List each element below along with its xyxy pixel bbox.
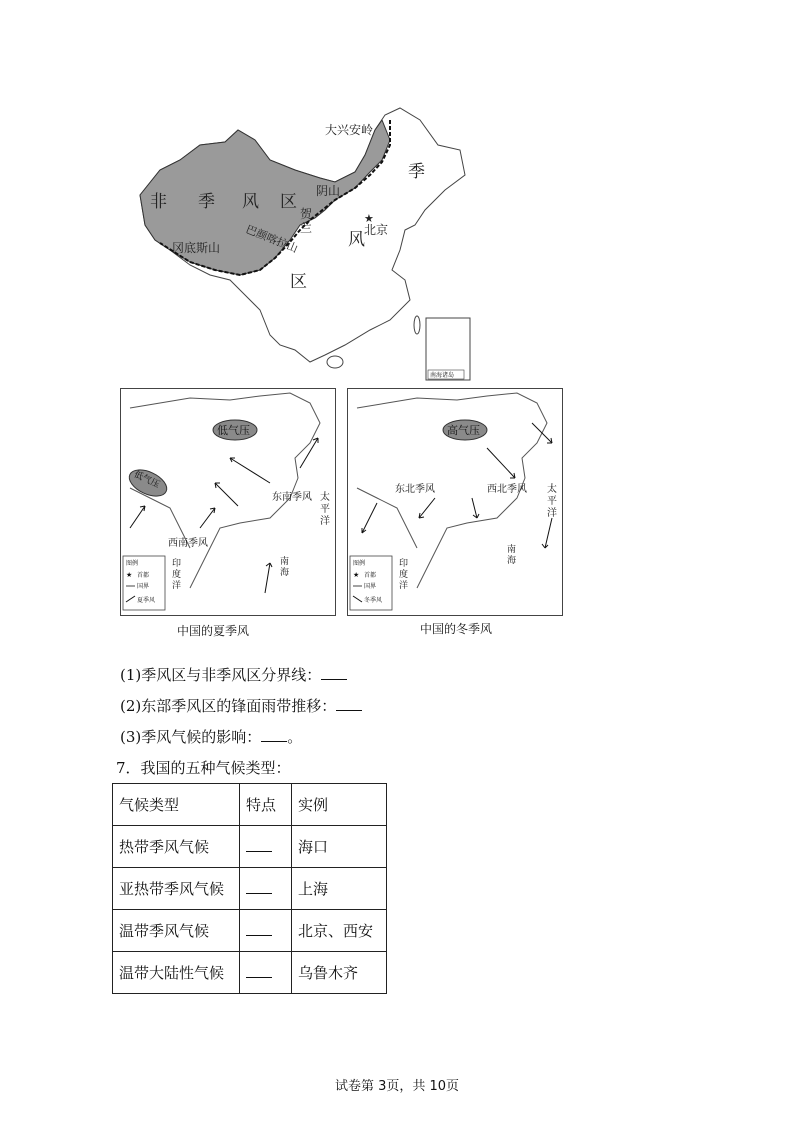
south-sea-inset-label: 南海诸岛 — [430, 372, 455, 379]
climate-type-cell: 温带季风气候 — [113, 910, 240, 952]
winter-northwest-monsoon-label: 西北季风 — [487, 484, 527, 495]
feature-cell — [240, 868, 292, 910]
question-7: 7．我国的五种气候类型： — [116, 759, 291, 777]
feature-cell — [240, 826, 292, 868]
hainan-island — [327, 356, 343, 368]
question-3 — [120, 727, 302, 747]
summer-indian-3: 洋 — [172, 581, 182, 591]
question-2 — [120, 696, 362, 716]
feature-blank-1[interactable] — [246, 837, 272, 852]
winter-indian-2: 度 — [399, 570, 409, 580]
winter-legend-title: 图例 — [353, 560, 366, 567]
label-nonmonsoon-4: 区 — [280, 192, 297, 212]
feature-blank-4[interactable] — [246, 963, 272, 978]
winter-legend-capital: 首都 — [364, 572, 377, 579]
label-gangdisi: 冈底斯山 — [172, 241, 221, 255]
page-footer: 试卷第 3页，共 10页 — [334, 1079, 460, 1094]
question-1 — [120, 665, 347, 685]
summer-map-caption: 中国的夏季风 — [177, 624, 250, 638]
winter-indian-3: 洋 — [399, 581, 409, 591]
capital-star-icon: ★ — [364, 212, 374, 225]
winter-south-sea-2: 海 — [507, 556, 517, 566]
climate-table — [112, 783, 387, 994]
winter-pacific-3: 洋 — [547, 508, 557, 519]
winter-high-pressure-label: 高气压 — [447, 424, 480, 437]
example-cell: 上海 — [292, 868, 387, 910]
summer-low-pressure-1-label: 低气压 — [217, 424, 250, 437]
label-monsoon-3: 区 — [290, 272, 307, 292]
table-row — [113, 826, 387, 868]
label-helan-1: 贺 — [300, 207, 313, 221]
summer-southeast-monsoon-label: 东南季风 — [272, 492, 312, 503]
question-3-end: 。 — [287, 728, 303, 746]
summer-monsoon-map — [120, 388, 336, 616]
label-nonmonsoon-2: 季 — [198, 192, 215, 212]
summer-indian-2: 度 — [172, 570, 182, 580]
summer-indian-1: 印 — [172, 559, 182, 569]
summer-south-sea-2: 海 — [280, 568, 290, 578]
table-row — [113, 868, 387, 910]
winter-monsoon-map — [347, 388, 563, 616]
summer-pacific-1: 太 — [320, 492, 330, 503]
example-cell: 海口 — [292, 826, 387, 868]
label-beijing: 北京 — [364, 223, 389, 237]
answer-blank-2[interactable] — [336, 696, 362, 711]
summer-legend-star-icon: ★ — [126, 571, 133, 579]
summer-legend-border: 国界 — [137, 583, 150, 590]
label-nonmonsoon-3: 风 — [242, 192, 259, 212]
summer-south-sea-1: 南 — [280, 557, 290, 567]
winter-legend-arrow: 冬季风 — [364, 597, 383, 604]
table-header-row — [113, 784, 387, 826]
feature-cell — [240, 952, 292, 994]
winter-map-caption: 中国的冬季风 — [420, 622, 493, 636]
summer-legend-capital: 首都 — [137, 572, 150, 579]
winter-indian-1: 印 — [399, 559, 409, 569]
table-header: 特点 — [240, 784, 292, 826]
label-yinshan: 阴山 — [316, 184, 341, 198]
summer-pacific-2: 平 — [320, 504, 330, 515]
example-cell: 乌鲁木齐 — [292, 952, 387, 994]
label-monsoon-1: 季 — [408, 162, 425, 182]
summer-pacific-3: 洋 — [320, 516, 330, 527]
summer-legend-title: 图例 — [126, 560, 139, 567]
winter-pacific-1: 太 — [547, 484, 557, 495]
winter-south-sea-1: 南 — [507, 545, 517, 555]
climate-type-cell: 亚热带季风气候 — [113, 868, 240, 910]
feature-blank-3[interactable] — [246, 921, 272, 936]
label-monsoon-2: 风 — [348, 230, 365, 250]
label-nonmonsoon-1: 非 — [150, 192, 167, 212]
taiwan-island — [414, 316, 420, 334]
answer-blank-1[interactable] — [321, 665, 347, 680]
winter-legend-border: 国界 — [364, 583, 377, 590]
label-bayankala: 巴颜喀拉山 — [243, 222, 300, 256]
question-2-text: (2)东部季风区的锋面雨带推移： — [120, 697, 337, 715]
label-daxinganling: 大兴安岭 — [325, 123, 374, 137]
winter-legend-star-icon: ★ — [353, 571, 360, 579]
question-1-text: (1)季风区与非季风区分界线： — [120, 666, 322, 684]
question-3-text: (3)季风气候的影响： — [120, 728, 262, 746]
table-header: 实例 — [292, 784, 387, 826]
label-helan-2: 兰 — [300, 221, 313, 235]
climate-type-cell: 热带季风气候 — [113, 826, 240, 868]
climate-type-cell: 温带大陆性气候 — [113, 952, 240, 994]
feature-cell — [240, 910, 292, 952]
summer-low-pressure-2-label: 低气压 — [132, 469, 161, 491]
example-cell: 北京、西安 — [292, 910, 387, 952]
monsoon-region-map — [120, 100, 480, 385]
winter-pacific-2: 平 — [547, 496, 557, 507]
winter-northeast-monsoon-label: 东北季风 — [395, 484, 435, 495]
table-header: 气候类型 — [113, 784, 240, 826]
table-row — [113, 910, 387, 952]
table-row — [113, 952, 387, 994]
summer-southwest-monsoon-label: 西南季风 — [168, 538, 208, 549]
summer-legend-arrow: 夏季风 — [137, 597, 156, 604]
answer-blank-3[interactable] — [261, 727, 287, 742]
feature-blank-2[interactable] — [246, 879, 272, 894]
